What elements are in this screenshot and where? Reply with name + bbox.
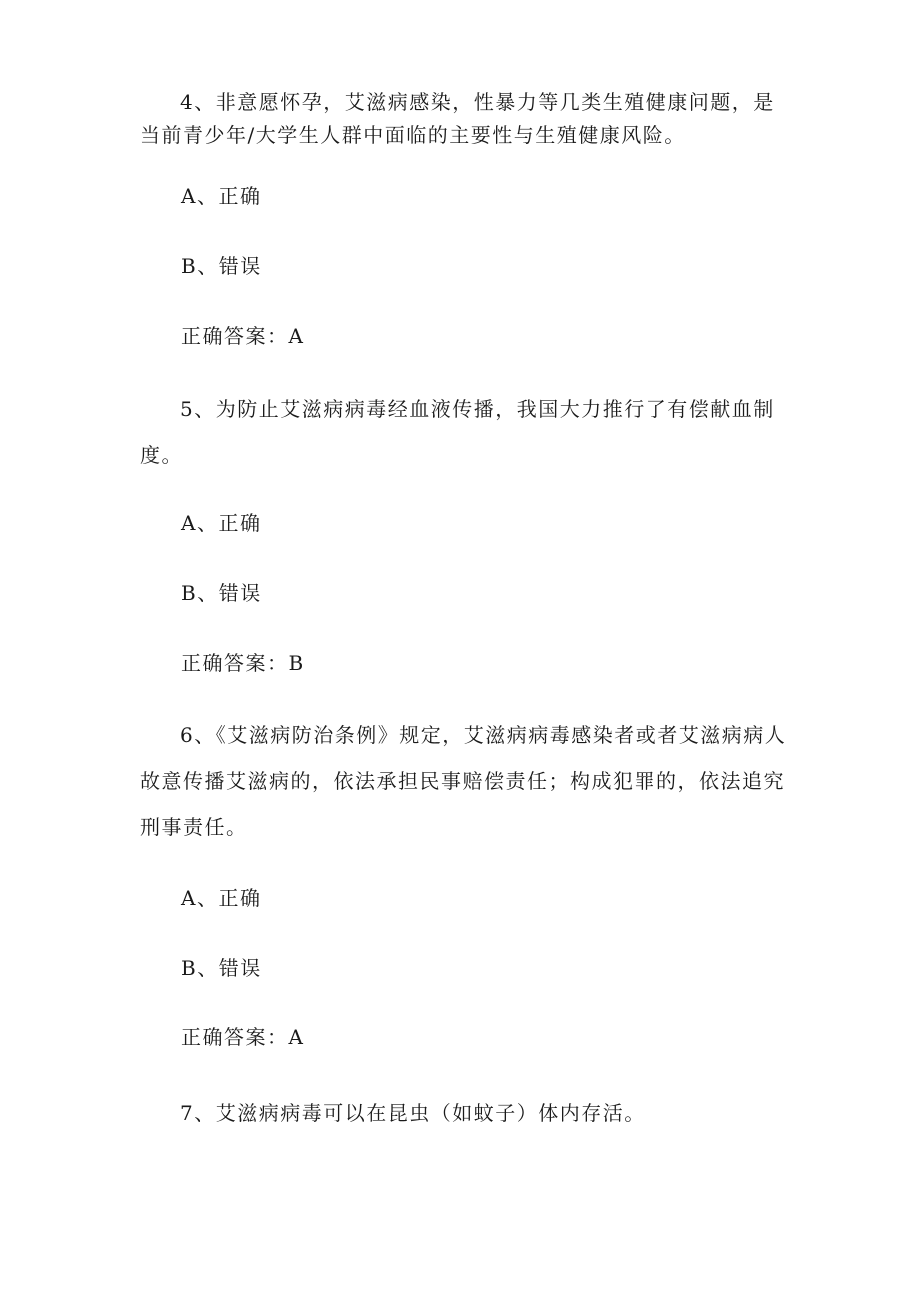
question-6-option-a: A、正确 [181, 886, 262, 910]
question-4-answer: 正确答案：A [181, 324, 305, 348]
question-6-text: 6、《艾滋病防治条例》规定，艾滋病病毒感染者或者艾滋病病人故意传播艾滋病的，依法承担民事赔偿责任；构成犯罪的，依法追究刑事责任。 [140, 723, 787, 839]
question-7-text: 7、艾滋病病毒可以在昆虫（如蚊子）体内存活。 [180, 1101, 646, 1125]
question-6-answer: 正确答案：A [181, 1025, 305, 1049]
question-5-answer: 正确答案：B [181, 651, 305, 675]
question-5-option-b: B、错误 [181, 581, 262, 605]
question-4-option-a: A、正确 [181, 184, 262, 208]
question-5-option-a: A、正确 [181, 511, 262, 535]
question-5-text: 5、为防止艾滋病病毒经血液传播，我国大力推行了有偿献血制度。 [140, 397, 775, 467]
question-6-option-b: B、错误 [181, 956, 262, 980]
question-4-text: 4、非意愿怀孕，艾滋病感染，性暴力等几类生殖健康问题，是当前青少年/大学生人群中面临的主要性与生殖健康风险。 [140, 90, 775, 147]
question-4-option-b: B、错误 [181, 254, 262, 278]
